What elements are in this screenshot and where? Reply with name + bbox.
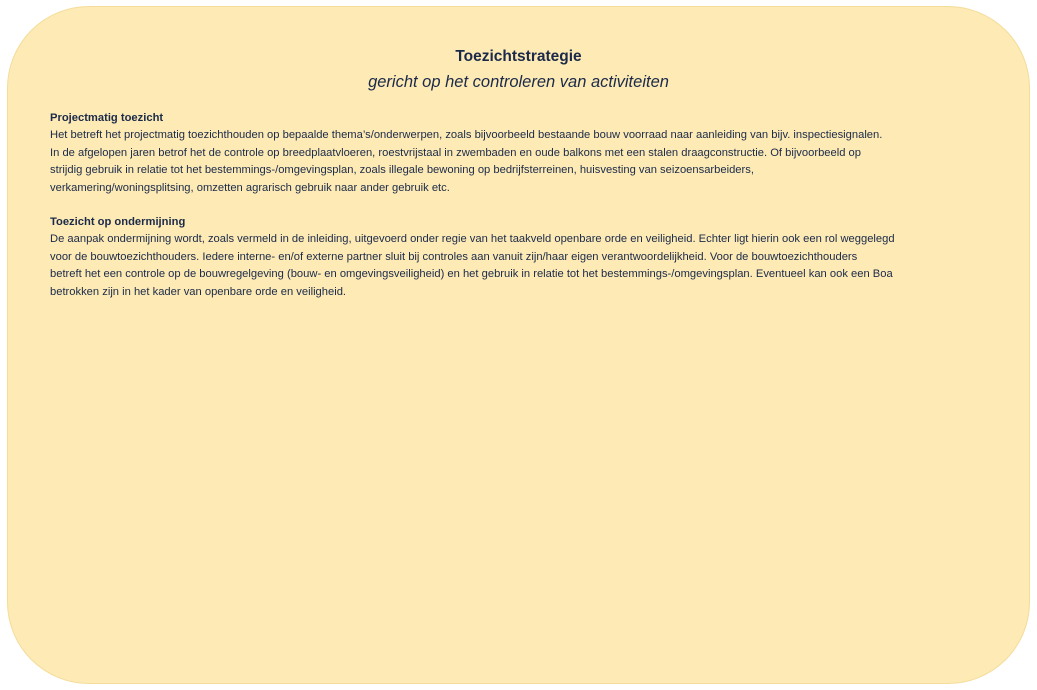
paragraph-line: betrokken zijn in het kader van openbare orde en veiligheid. <box>50 285 347 298</box>
paragraph-line: strijdig gebruik in relatie tot het bestemmings-/omgevingsplan, zoals illegale bewoning op bedrijfsterreinen, huisvesting van seizoensarbeiders, <box>50 164 754 177</box>
paragraph-line: In de afgelopen jaren betrof het de controle op breedplaatvloeren, roestvrijstaal in zwembaden en oude balkons met een stalen draagconstructie. Of bijvoorbeeld op <box>50 146 861 159</box>
paragraph-line: betreft het een controle op de bouwregelgeving (bouw- en omgevingsveiligheid) en het gebruik in relatie tot het bestemmings-/omgevingsplan. Eventueel kan ook een Boa <box>50 268 893 281</box>
paragraph-line: Het betreft het projectmatig toezichthouden op bepaalde thema’s/onderwerpen, zoals bijvoorbeeld bestaande bouw voorraad naar aanleiding van bijv. inspectiesignalen. <box>50 129 883 142</box>
section-heading: Toezicht op ondermijning <box>50 216 186 228</box>
section-heading: Projectmatig toezicht <box>50 112 164 124</box>
paragraph-line: voor de bouwtoezichthouders. Iedere interne- en/of externe partner sluit bij controles aan vanuit zijn/haar eigen verantwoordelijkheid. Voor de bouwtoezichthouders <box>50 250 858 263</box>
section-toezicht-op-ondermijning <box>50 214 1010 301</box>
page-subtitle: gericht op het controleren van activiteiten <box>368 73 669 91</box>
section-projectmatig-toezicht <box>50 110 1010 197</box>
content-card <box>7 6 1030 684</box>
paragraph-line: De aanpak ondermijning wordt, zoals vermeld in de inleiding, uitgevoerd onder regie van het taakveld openbare orde en veiligheid. Echter ligt hierin ook een rol weggelegd <box>50 233 895 246</box>
page-title: Toezichtstrategie <box>455 48 582 65</box>
paragraph-line: verkamering/woningsplitsing, omzetten agrarisch gebruik naar ander gebruik etc. <box>50 181 450 194</box>
